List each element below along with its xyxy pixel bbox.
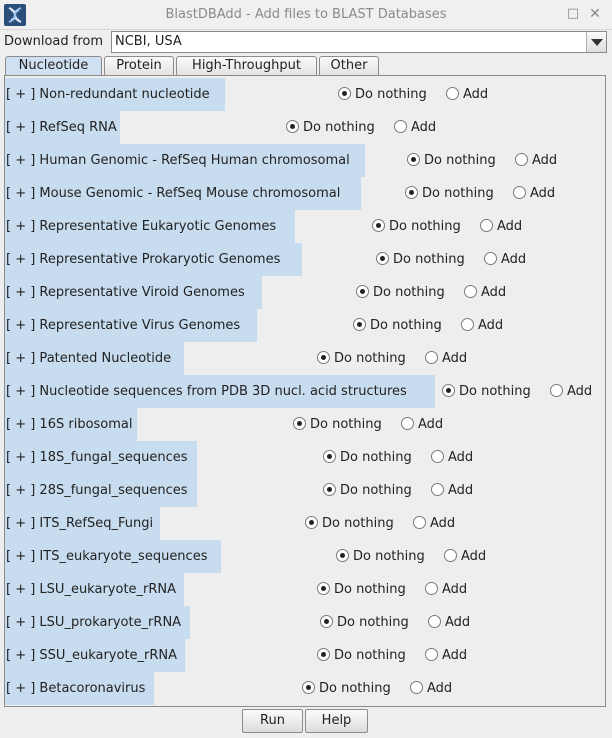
add-option[interactable]: [410, 680, 452, 698]
radio-button-icon[interactable]: [442, 384, 455, 397]
radio-button-icon[interactable]: [323, 450, 336, 463]
add-option[interactable]: [461, 317, 503, 335]
do-nothing-label: Do nothing: [340, 483, 412, 498]
do-nothing-option[interactable]: [302, 680, 391, 698]
do-nothing-label: Do nothing: [424, 153, 496, 168]
radio-button-icon[interactable]: [410, 681, 423, 694]
database-row: [5, 78, 605, 111]
add-label: Add: [501, 252, 527, 267]
do-nothing-label: Do nothing: [334, 351, 406, 366]
radio-button-icon[interactable]: [401, 417, 414, 430]
do-nothing-option[interactable]: [336, 548, 425, 566]
database-row: [5, 573, 605, 606]
do-nothing-label: Do nothing: [340, 450, 412, 465]
do-nothing-option[interactable]: [405, 185, 494, 203]
database-row: [5, 177, 605, 210]
add-label: Add: [567, 384, 593, 399]
tab-protein[interactable]: Protein: [104, 56, 174, 75]
do-nothing-option[interactable]: [323, 482, 412, 500]
database-row: [5, 144, 605, 177]
add-label: Add: [448, 450, 474, 465]
tab-other[interactable]: Other: [319, 56, 379, 75]
add-label: Add: [411, 120, 437, 135]
radio-button-icon[interactable]: [425, 648, 438, 661]
database-name[interactable]: [ + ] LSU_prokaryote_rRNA: [5, 606, 190, 639]
add-option[interactable]: [394, 119, 436, 137]
database-row: [5, 342, 605, 375]
database-name[interactable]: [ + ] Human Genomic - RefSeq Human chromosomal: [5, 144, 365, 177]
radio-button-icon[interactable]: [394, 120, 407, 133]
database-name[interactable]: [ + ] ITS_RefSeq_Fungi: [5, 507, 160, 540]
radio-button-icon[interactable]: [407, 153, 420, 166]
add-option[interactable]: [550, 383, 592, 401]
radio-button-icon[interactable]: [317, 648, 330, 661]
radio-button-icon[interactable]: [293, 417, 306, 430]
radio-button-icon[interactable]: [550, 384, 563, 397]
add-label: Add: [461, 549, 487, 564]
chevron-down-icon[interactable]: [586, 32, 606, 52]
do-nothing-option[interactable]: [376, 251, 465, 269]
database-name[interactable]: [ + ] Nucleotide sequences from PDB 3D nucl. acid structures: [5, 375, 435, 408]
radio-button-icon[interactable]: [446, 87, 459, 100]
add-option[interactable]: [428, 614, 470, 632]
radio-button-icon[interactable]: [317, 582, 330, 595]
radio-button-icon[interactable]: [336, 549, 349, 562]
database-row: [5, 474, 605, 507]
do-nothing-option[interactable]: [442, 383, 531, 401]
add-label: Add: [427, 681, 453, 696]
close-icon[interactable]: ✕: [589, 6, 601, 22]
add-option[interactable]: [431, 449, 473, 467]
add-label: Add: [442, 582, 468, 597]
database-row: [5, 672, 605, 705]
database-row: [5, 606, 605, 639]
radio-button-icon[interactable]: [484, 252, 497, 265]
do-nothing-option[interactable]: [323, 449, 412, 467]
add-label: Add: [442, 648, 468, 663]
database-name[interactable]: [ + ] Representative Eukaryotic Genomes: [5, 210, 295, 243]
do-nothing-label: Do nothing: [303, 120, 375, 135]
maximize-icon[interactable]: □: [566, 6, 580, 21]
add-option[interactable]: [425, 647, 467, 665]
add-option[interactable]: [444, 548, 486, 566]
add-label: Add: [463, 87, 489, 102]
database-row: [5, 276, 605, 309]
database-name[interactable]: [ + ] Representative Viroid Genomes: [5, 276, 262, 309]
database-row: [5, 507, 605, 540]
do-nothing-option[interactable]: [356, 284, 445, 302]
window-title: BlastDBAdd - Add files to BLAST Databases: [165, 7, 447, 22]
radio-button-icon[interactable]: [338, 87, 351, 100]
database-name[interactable]: [ + ] Representative Prokaryotic Genomes: [5, 243, 302, 276]
database-row: [5, 540, 605, 573]
run-button[interactable]: Run: [242, 709, 303, 733]
add-label: Add: [532, 153, 558, 168]
radio-button-icon[interactable]: [425, 351, 438, 364]
title-bar: [0, 0, 612, 30]
do-nothing-option[interactable]: [317, 350, 406, 368]
do-nothing-label: Do nothing: [459, 384, 531, 399]
do-nothing-option[interactable]: [317, 647, 406, 665]
do-nothing-option[interactable]: [293, 416, 382, 434]
radio-button-icon[interactable]: [305, 516, 318, 529]
do-nothing-label: Do nothing: [322, 516, 394, 531]
do-nothing-option[interactable]: [338, 86, 427, 104]
database-name[interactable]: [ + ] Representative Virus Genomes: [5, 309, 257, 342]
radio-button-icon[interactable]: [286, 120, 299, 133]
do-nothing-label: Do nothing: [370, 318, 442, 333]
database-name[interactable]: [ + ] SSU_eukaryote_rRNA: [5, 639, 185, 672]
radio-button-icon[interactable]: [413, 516, 426, 529]
radio-button-icon[interactable]: [323, 483, 336, 496]
add-option[interactable]: [425, 581, 467, 599]
do-nothing-label: Do nothing: [393, 252, 465, 267]
database-row: [5, 243, 605, 276]
radio-button-icon[interactable]: [425, 582, 438, 595]
add-label: Add: [442, 351, 468, 366]
database-name[interactable]: [ + ] Mouse Genomic - RefSeq Mouse chromosomal: [5, 177, 361, 210]
do-nothing-label: Do nothing: [310, 417, 382, 432]
add-label: Add: [478, 318, 504, 333]
do-nothing-label: Do nothing: [355, 87, 427, 102]
add-option[interactable]: [464, 284, 506, 302]
database-name[interactable]: [ + ] 28S_fungal_sequences: [5, 474, 197, 507]
database-row: [5, 408, 605, 441]
do-nothing-label: Do nothing: [422, 186, 494, 201]
help-button[interactable]: Help: [305, 709, 368, 733]
add-option[interactable]: [515, 152, 557, 170]
radio-button-icon[interactable]: [431, 450, 444, 463]
database-name[interactable]: [ + ] LSU_eukaryote_rRNA: [5, 573, 184, 606]
add-option[interactable]: [480, 218, 522, 236]
database-row: [5, 441, 605, 474]
do-nothing-label: Do nothing: [334, 648, 406, 663]
radio-button-icon[interactable]: [376, 252, 389, 265]
add-label: Add: [430, 516, 456, 531]
do-nothing-label: Do nothing: [353, 549, 425, 564]
download-source-select[interactable]: [111, 31, 607, 53]
radio-button-icon[interactable]: [515, 153, 528, 166]
add-label: Add: [418, 417, 444, 432]
radio-button-icon[interactable]: [431, 483, 444, 496]
database-row: [5, 210, 605, 243]
database-name[interactable]: [ + ] ITS_eukaryote_sequences: [5, 540, 221, 573]
do-nothing-label: Do nothing: [373, 285, 445, 300]
add-label: Add: [481, 285, 507, 300]
radio-button-icon[interactable]: [428, 615, 441, 628]
do-nothing-label: Do nothing: [334, 582, 406, 597]
add-label: Add: [445, 615, 471, 630]
database-name[interactable]: [ + ] Non-redundant nucleotide: [5, 78, 225, 111]
do-nothing-label: Do nothing: [337, 615, 409, 630]
do-nothing-option[interactable]: [372, 218, 461, 236]
database-name[interactable]: [ + ] Patented Nucleotide: [5, 342, 184, 375]
radio-button-icon[interactable]: [405, 186, 418, 199]
do-nothing-label: Do nothing: [389, 219, 461, 234]
download-source-value: NCBI, USA: [115, 34, 182, 49]
add-label: Add: [448, 483, 474, 498]
tab-nucleotide[interactable]: Nucleotide: [5, 56, 102, 76]
tab-high-throughput[interactable]: High-Throughput: [176, 56, 317, 75]
do-nothing-option[interactable]: [305, 515, 394, 533]
add-option[interactable]: [446, 86, 488, 104]
radio-button-icon[interactable]: [353, 318, 366, 331]
radio-button-icon[interactable]: [317, 351, 330, 364]
radio-button-icon[interactable]: [444, 549, 457, 562]
database-row: [5, 309, 605, 342]
database-name[interactable]: [ + ] RefSeq RNA: [5, 111, 120, 144]
do-nothing-option[interactable]: [286, 119, 375, 137]
database-name[interactable]: [ + ] 16S ribosomal: [5, 408, 137, 441]
do-nothing-option[interactable]: [317, 581, 406, 599]
add-option[interactable]: [431, 482, 473, 500]
radio-button-icon[interactable]: [302, 681, 315, 694]
radio-button-icon[interactable]: [513, 186, 526, 199]
add-option[interactable]: [425, 350, 467, 368]
radio-button-icon[interactable]: [464, 285, 477, 298]
database-row: [5, 375, 605, 408]
do-nothing-option[interactable]: [320, 614, 409, 632]
add-option[interactable]: [401, 416, 443, 434]
radio-button-icon[interactable]: [372, 219, 385, 232]
do-nothing-option[interactable]: [353, 317, 442, 335]
radio-button-icon[interactable]: [356, 285, 369, 298]
database-row: [5, 639, 605, 672]
database-row: [5, 111, 605, 144]
database-name[interactable]: [ + ] Betacoronavirus: [5, 672, 154, 705]
do-nothing-label: Do nothing: [319, 681, 391, 696]
radio-button-icon[interactable]: [320, 615, 333, 628]
database-name[interactable]: [ + ] 18S_fungal_sequences: [5, 441, 197, 474]
add-option[interactable]: [484, 251, 526, 269]
radio-button-icon[interactable]: [461, 318, 474, 331]
radio-button-icon[interactable]: [480, 219, 493, 232]
add-option[interactable]: [413, 515, 455, 533]
add-label: Add: [497, 219, 523, 234]
do-nothing-option[interactable]: [407, 152, 496, 170]
add-option[interactable]: [513, 185, 555, 203]
add-label: Add: [530, 186, 556, 201]
download-from-label: Download from: [4, 34, 104, 49]
